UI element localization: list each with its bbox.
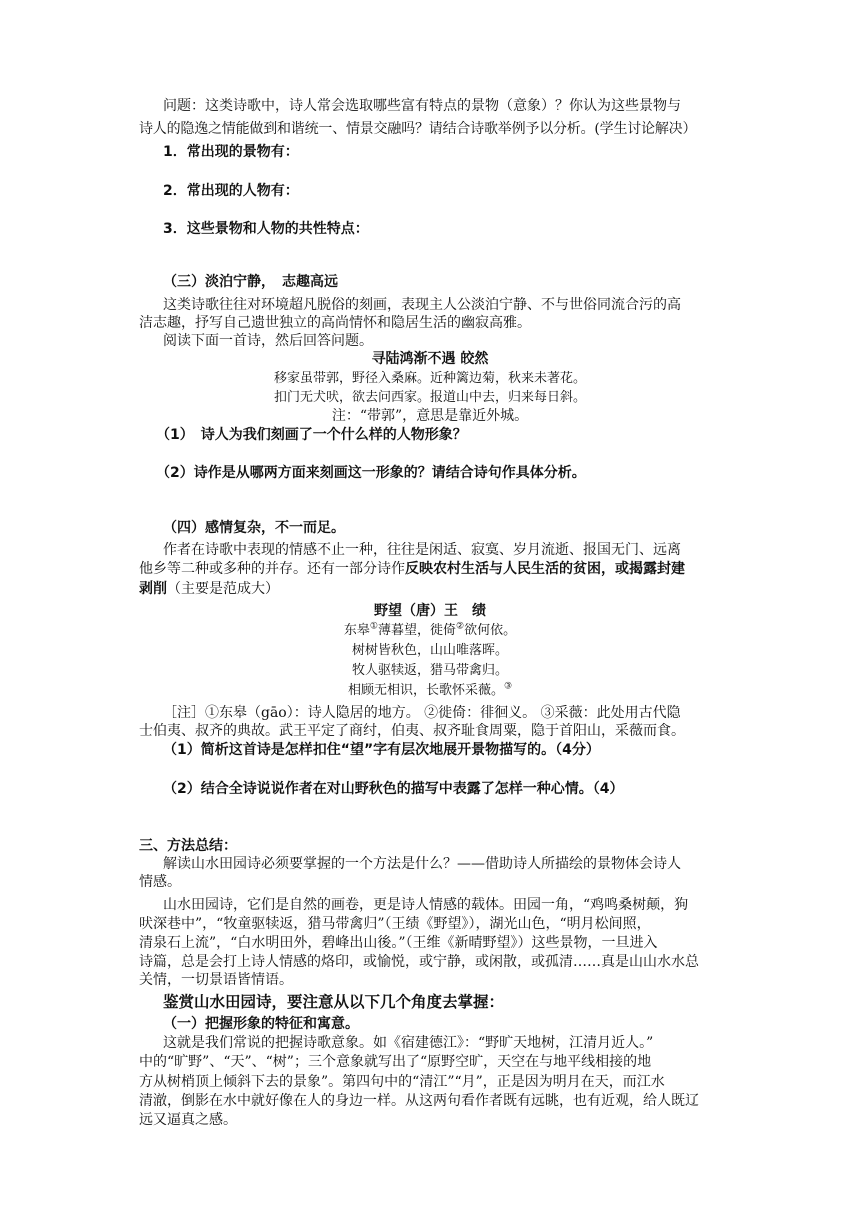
section-4-paragraph-line-1: 作者在诗歌中表现的情感不止一种，往往是闲适、寂寞、岁月流逝、报国无门、远离 <box>163 542 681 558</box>
poem-2-line-4 <box>0 682 860 700</box>
section-4-paragraph-line-2 <box>139 560 685 578</box>
section-3-paragraph-line-1: 这类诗歌往往对环境超凡脱俗的刻画，表现主人公淡泊宁静、不与世俗同流合污的高 <box>163 297 681 313</box>
part-3-paragraph-2-line-3: 清泉石上流”，“白水明田外，碧峰出山後。”（王维《新晴野望》）这些景物，一旦进入 <box>139 935 658 951</box>
section-4-emphasis: 反映农村生活与人民生活的贫困，或揭露封建 <box>405 561 685 577</box>
part-3-paragraph-2-line-5: 关情，一切景语皆情语。 <box>139 972 293 988</box>
poem-2-note-line-1: ［注］①东皋（gāo）：诗人隐居的地方。 ②徙倚：徘徊义。 ③采薇：此处用古代隐 <box>163 705 681 721</box>
poem-2-question-1: （1）简析这首诗是怎样扣住“望”字有层次地展开景物描写的。（4分） <box>163 742 600 758</box>
part-3-subsection-1-line-4: 清澈，倒影在水中就好像在人的身边一样。从这两句看作者既有远眺，也有近观，给人既辽 <box>139 1093 699 1109</box>
part-3-paragraph-1-line-2: 情感。 <box>139 874 181 890</box>
footnote-marker-2: ② <box>456 621 465 632</box>
poem-2-line-4-text: 相顾无相识，长歌怀采薇。 <box>347 683 504 698</box>
question-intro-line-1: 问题：这类诗歌中，诗人常会选取哪些富有特点的景物（意象）？你认为这些景物与 <box>163 98 681 114</box>
part-3-paragraph-2-line-4: 诗篇，总是会打上诗人情感的烙印，或愉悦，或宁静，或闲散，或孤清……真是山山水水总 <box>139 954 699 970</box>
poem-1-title: 寻陆鸿渐不遇 皎然 <box>371 351 489 367</box>
part-3-paragraph-1-line-1: 解读山水田园诗必须要掌握的一个方法是什么？——借助诗人所描绘的景物体会诗人 <box>163 856 681 872</box>
footnote-marker-1: ① <box>369 621 378 632</box>
question-item-2: 2．常出现的人物有： <box>163 183 299 199</box>
part-3-subsection-1-line-2: 中的“旷野”、“天”、“树”；三个意象就写出了“原野空旷，天空在与地平线相接的地 <box>139 1054 652 1070</box>
poem-1-line-2: 扣门无犬吠，欲去问西家。报道山中去，归来每日斜。 <box>273 390 586 405</box>
section-4-text: 他乡等二种或多种的并存。还有一部分诗作 <box>139 561 405 577</box>
part-3-heading: 鉴赏山水田园诗，要注意从以下几个角度去掌握： <box>163 993 505 1011</box>
question-item-3: 3．这些景物和人物的共性特点： <box>163 221 369 237</box>
section-3-title: （三）淡泊宁静， 志趣高远 <box>163 274 338 290</box>
question-intro-line-2: 诗人的隐逸之情能做到和谐统一、情景交融吗？请结合诗歌举例予以分析。(学生讨论解决） <box>139 121 697 137</box>
section-4-title: （四）感情复杂，不一而足。 <box>163 520 345 536</box>
poem-2-question-2: （2）结合全诗说说作者在对山野秋色的描写中表露了怎样一种心情。（4） <box>163 781 624 797</box>
poem-2-line-2: 树树皆秋色，山山唯落晖。 <box>351 643 508 658</box>
part-3-paragraph-2-line-1: 山水田园诗，它们是自然的画卷，更是诗人情感的载体。田园一角，“鸡鸣桑树颠，狗 <box>163 897 689 913</box>
poem-1-note: 注：“带郭”，意思是靠近外城。 <box>331 408 529 424</box>
footnote-marker-3: ③ <box>503 681 513 692</box>
part-3-subsection-1-line-3: 方从树梢顶上倾斜下去的景象”。第四句中的“清江”“月”，正是因为明月在天，而江水 <box>139 1074 665 1090</box>
section-4-paragraph-line-3 <box>139 580 279 598</box>
part-3-subsection-1-line-5: 远又逼真之感。 <box>139 1112 237 1128</box>
poem-1-line-1: 移家虽带郭，野径入桑麻。近种篱边菊，秋来未著花。 <box>273 371 586 386</box>
section-3-reading-prompt: 阅读下面一首诗，然后回答问题。 <box>163 333 373 349</box>
poem-1-question-2: （2）诗作是从哪两方面来刻画这一形象的？请结合诗句作具体分析。 <box>156 465 586 481</box>
part-3-subsection-1-title: （一）把握形象的特征和寓意。 <box>163 1016 359 1032</box>
part-3-subsection-1-line-1: 这就是我们常说的把握诗歌意象。如《宿建德江》：“野旷天地树，江清月近人。” <box>163 1035 654 1051</box>
poem-2-title: 野望（唐）王 绩 <box>374 603 486 619</box>
poem-2-line-1-part-a: 东皋 <box>343 623 370 638</box>
section-4-emphasis-end: 剥削 <box>139 581 167 597</box>
part-3-paragraph-2-line-2: 吠深巷中”，“牧童驱犊返，猎马带禽归”（王绩《野望》），湖光山色，“明月松间照， <box>139 916 651 932</box>
part-3-title: 三、方法总结： <box>139 838 237 854</box>
poem-2-line-1-part-b: 薄暮望，徙倚 <box>377 623 456 638</box>
poem-2-note-line-2: 士伯夷、叔齐的典故。武王平定了商纣，伯夷、叔齐耻食周粟，隐于首阳山，采薇而食。 <box>139 723 685 739</box>
poem-1-question-1: （1） 诗人为我们刻画了一个什么样的人物形象？ <box>156 427 467 443</box>
question-item-1: 1．常出现的景物有： <box>163 144 299 160</box>
section-4-parenthetical: （主要是范成大） <box>167 581 279 597</box>
poem-2-line-3: 牧人驱犊返，猎马带禽归。 <box>351 663 508 678</box>
section-3-paragraph-line-2: 洁志趣，抒写自己遗世独立的高尚情怀和隐居生活的幽寂高雅。 <box>139 315 531 331</box>
poem-2-line-1-part-c: 欲何依。 <box>464 623 517 638</box>
poem-2-line-1 <box>0 622 860 640</box>
